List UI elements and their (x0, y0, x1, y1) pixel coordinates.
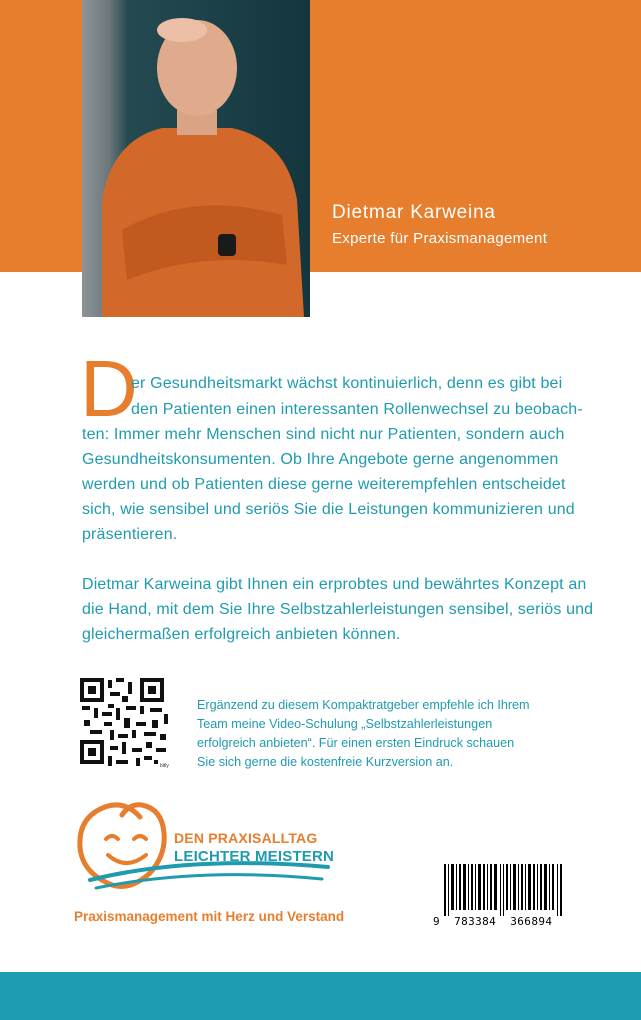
drop-cap-letter: D (80, 344, 138, 433)
author-photo (82, 0, 310, 317)
qr-note-line: Ergänzend zu diesem Kompaktratgeber empfehle ich Ihrem (197, 698, 530, 712)
qr-note-line: Team meine Video-Schulung „Selbstzahlerleistungen (197, 717, 493, 731)
author-name: Dietmar Karweina (332, 202, 496, 223)
barcode-icon (444, 864, 564, 916)
paragraph1-line: er Gesundheitsmarkt wächst kontinuierlich, denn es gibt bei (131, 375, 563, 392)
qr-note-line: Sie sich gerne die kostenfreie Kurzversion an. (197, 755, 454, 769)
paragraph1-line: ten: Immer mehr Menschen sind nicht nur Patienten, sondern auch (82, 426, 565, 443)
paragraph1-line: präsentieren. (82, 526, 178, 543)
qr-note-line: erfolgreich anbieten“. Für einen ersten Eindruck schauen (197, 736, 515, 750)
paragraph1-line: Gesundheitskonsumenten. Ob Ihre Angebote gerne angenommen (82, 451, 559, 468)
slogan: Praxismanagement mit Herz und Verstand (74, 909, 345, 924)
bottom-teal-band (0, 972, 641, 1020)
qr-caption: bitly (160, 763, 169, 768)
paragraph2-line: gleichermaßen erfolgreich anbieten können. (82, 626, 401, 643)
isbn-digits: 9 783384 366894 (433, 915, 553, 928)
paragraph1-line: den Patienten einen interessanten Rollenwechsel zu beobach- (131, 401, 583, 418)
qr-code[interactable] (80, 678, 170, 768)
paragraph2-line: Dietmar Karweina gibt Ihnen ein erprobtes und bewährtes Konzept an (82, 576, 587, 593)
paragraph1-line: sich, wie sensibel und seriös Sie die Leistungen kommunizieren und (82, 501, 575, 518)
paragraph2-line: die Hand, mit dem Sie Ihre Selbstzahlerleistungen sensibel, seriös und (82, 601, 594, 618)
logo-line-1: DEN PRAXISALLTAG (174, 830, 318, 846)
logo-line-2: LEICHTER MEISTERN (174, 848, 335, 865)
paragraph1-line: werden und ob Patienten diese gerne weiterempfehlen entscheidet (82, 476, 566, 493)
author-role: Experte für Praxismanagement (332, 230, 548, 247)
